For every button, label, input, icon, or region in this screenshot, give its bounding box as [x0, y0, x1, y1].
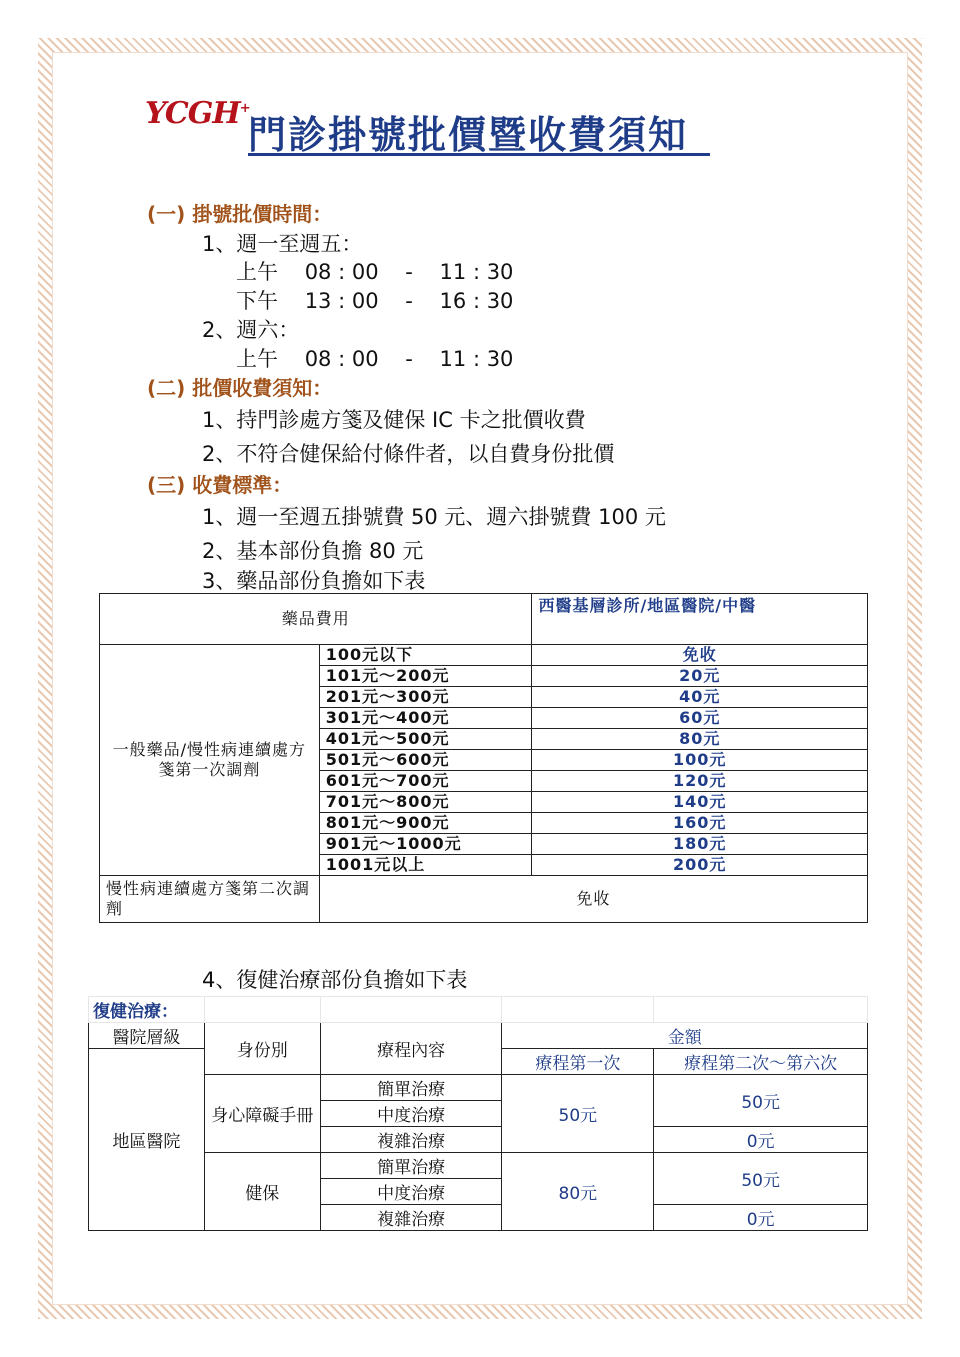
billing-item-2: 2、不符合健保給付條件者，以自費身份批價	[202, 442, 615, 466]
drug-fee: 20元	[532, 666, 868, 687]
drug-range: 601元～700元	[319, 771, 532, 792]
disability-first-fee: 50元	[502, 1075, 654, 1153]
fee-item-1: 1、週一至週五掛號費 50 元、週六掛號費 100 元	[202, 505, 666, 529]
identity-header: 身份別	[204, 1023, 320, 1075]
disability-complex-fee: 0元	[654, 1127, 868, 1153]
drug-fee: 免收	[532, 645, 868, 666]
weekday-am-hours: 上午 08 : 00 - 11 : 30	[236, 260, 514, 284]
chronic-second-label: 慢性病連續處方箋第二次調劑	[100, 876, 320, 923]
treatment-medium: 中度治療	[320, 1101, 502, 1127]
insurance-complex-fee: 0元	[654, 1205, 868, 1231]
drug-fee: 40元	[532, 687, 868, 708]
title-underline	[248, 153, 710, 156]
amount-header: 金額	[502, 1023, 868, 1049]
drug-fee: 60元	[532, 708, 868, 729]
insurance-later-fee: 50元	[654, 1153, 868, 1205]
fee-item-3: 3、藥品部份負擔如下表	[202, 569, 426, 593]
drug-fee: 80元	[532, 729, 868, 750]
drug-range: 100元以下	[319, 645, 532, 666]
fee-item-2: 2、基本部份負擔 80 元	[202, 539, 424, 563]
section3-heading: (三) 收費標準：	[147, 473, 293, 497]
drug-copay-table	[99, 593, 868, 923]
drug-range: 401元～500元	[319, 729, 532, 750]
rehab-caption: 復健治療：	[89, 997, 205, 1023]
drug-fee: 140元	[532, 792, 868, 813]
drug-range: 301元～400元	[319, 708, 532, 729]
drug-fee: 200元	[532, 855, 868, 876]
drug-cost-header: 藥品費用	[100, 594, 532, 645]
rehab-copay-table	[88, 996, 868, 1231]
treatment-simple: 簡單治療	[320, 1153, 502, 1179]
drug-range: 201元～300元	[319, 687, 532, 708]
content-header: 療程內容	[320, 1023, 502, 1075]
later-session-header: 療程第二次～第六次	[654, 1049, 868, 1075]
saturday-label: 2、週六：	[202, 318, 300, 342]
weekday-pm-hours: 下午 13 : 00 - 16 : 30	[236, 289, 514, 313]
drug-range: 701元～800元	[319, 792, 532, 813]
fee-item-4: 4、復健治療部份負擔如下表	[202, 968, 468, 992]
drug-fee: 120元	[532, 771, 868, 792]
hospital-logo: YCGH+	[145, 96, 250, 131]
treatment-complex: 複雜治療	[320, 1127, 502, 1153]
saturday-am-hours: 上午 08 : 00 - 11 : 30	[236, 347, 514, 371]
section2-heading: (二) 批價收費須知：	[147, 376, 333, 400]
drug-fee: 160元	[532, 813, 868, 834]
drug-range: 101元～200元	[319, 666, 532, 687]
drug-fee: 180元	[532, 834, 868, 855]
drug-range: 901元～1000元	[319, 834, 532, 855]
drug-range: 501元～600元	[319, 750, 532, 771]
hospital-level: 地區醫院	[89, 1049, 205, 1231]
treatment-medium: 中度治療	[320, 1179, 502, 1205]
clinic-header: 西醫基層診所/地區醫院/中醫	[532, 594, 868, 645]
billing-item-1: 1、持門診處方箋及健保 IC 卡之批價收費	[202, 408, 586, 432]
treatment-simple: 簡單治療	[320, 1075, 502, 1101]
general-drug-label: 一般藥品/慢性病連續處方箋第一次調劑	[100, 645, 320, 876]
page-title: 門診掛號批價暨收費須知	[248, 113, 689, 157]
weekday-label: 1、週一至週五：	[202, 232, 363, 256]
drug-range: 801元～900元	[319, 813, 532, 834]
hospital-level-header: 醫院層級	[89, 1023, 205, 1049]
identity-insurance: 健保	[204, 1153, 320, 1231]
section1-heading: (一) 掛號批價時間：	[147, 202, 333, 226]
identity-disability: 身心障礙手冊	[204, 1075, 320, 1153]
drug-fee: 100元	[532, 750, 868, 771]
insurance-first-fee: 80元	[502, 1153, 654, 1231]
treatment-complex: 複雜治療	[320, 1205, 502, 1231]
chronic-second-fee: 免收	[319, 876, 867, 923]
drug-range: 1001元以上	[319, 855, 532, 876]
disability-later-fee: 50元	[654, 1075, 868, 1127]
first-session-header: 療程第一次	[502, 1049, 654, 1075]
